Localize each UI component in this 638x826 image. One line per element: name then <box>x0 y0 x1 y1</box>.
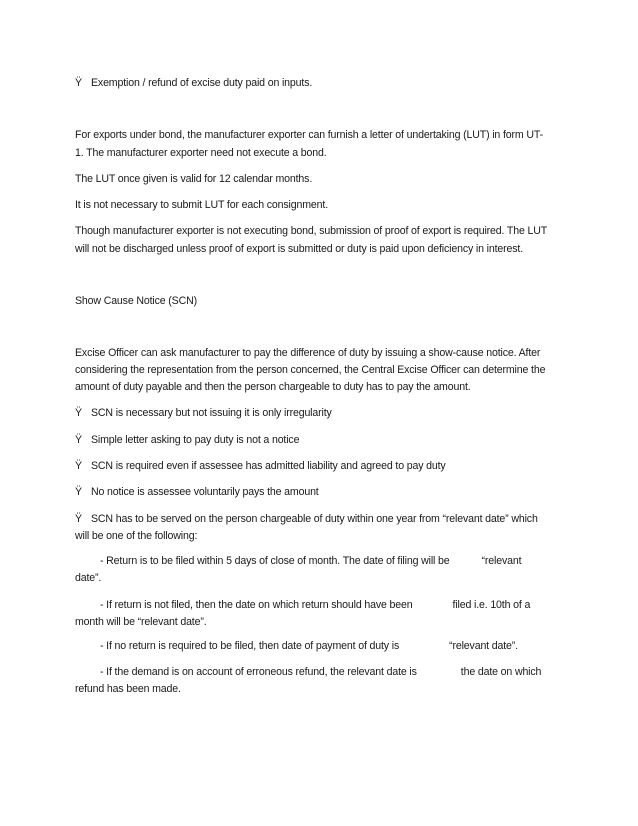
exemption-bullet-item <box>75 75 312 92</box>
scn-bullet-4 <box>75 484 319 501</box>
exemption-text: Exemption / refund of excise duty paid on inputs. <box>91 77 313 89</box>
sub-item-2-line-2: month will be “relevant date”. <box>75 616 207 628</box>
scn-bullet-3 <box>75 458 446 475</box>
scn-bullet-1 <box>75 405 332 422</box>
scn-heading: Show Cause Notice (SCN) <box>75 295 197 307</box>
bullet-text: No notice is assessee voluntarily pays the amount <box>91 486 319 498</box>
sub-item-4-line-2: refund has been made. <box>75 683 181 695</box>
bullet-text: Simple letter asking to pay duty is not a notice <box>91 434 300 446</box>
sub-item-3-line-1 <box>100 638 518 655</box>
scn-paragraph-line-1: Excise Officer can ask manufacturer to pay the difference of duty by issuing a show-cause notice. After <box>75 347 541 359</box>
sub-item-1-line-2: date”. <box>75 572 102 584</box>
proof-paragraph-line-2: will not be discharged unless proof of export is submitted or duty is paid upon deficiency in interest. <box>75 243 523 255</box>
lut-consignment-text: It is not necessary to submit LUT for each consignment. <box>75 199 328 211</box>
scn-bullet-2 <box>75 432 299 449</box>
scn-paragraph-line-3: amount of duty payable and then the person chargeable to duty has to pay the amount. <box>75 381 471 393</box>
sub-item-1-line-1 <box>100 553 521 570</box>
bullet-marker: Ÿ <box>75 513 82 525</box>
bullet-marker: Ÿ <box>75 77 82 89</box>
scn-paragraph-line-2: considering the representation from the person concerned, the Central Excise Officer can determine the <box>75 364 546 376</box>
scn-bullet-5-line-1 <box>75 511 538 528</box>
sub-item-text: - If no return is required to be filed, then date of payment of duty is <box>100 640 400 652</box>
proof-paragraph-line-1: Though manufacturer exporter is not executing bond, submission of proof of export is required. The LUT <box>75 225 548 237</box>
bullet-marker: Ÿ <box>75 460 82 472</box>
lut-validity-text: The LUT once given is valid for 12 calendar months. <box>75 173 313 185</box>
bullet-marker: Ÿ <box>75 486 82 498</box>
sub-item-text-tail: “relevant <box>481 555 522 567</box>
bullet-text: SCN is required even if assessee has admitted liability and agreed to pay duty <box>91 460 446 472</box>
bullet-marker: Ÿ <box>75 434 82 446</box>
sub-item-text-tail: the date on which <box>460 666 542 678</box>
bullet-marker: Ÿ <box>75 407 82 419</box>
lut-paragraph-line-1: For exports under bond, the manufacturer exporter can furnish a letter of undertaking (LUT) in form UT- <box>75 129 543 141</box>
lut-paragraph-line-2: 1. The manufacturer exporter need not execute a bond. <box>75 147 327 159</box>
scn-bullet-5-line-2: will be one of the following: <box>75 530 198 542</box>
bullet-text: SCN is necessary but not issuing it is only irregularity <box>91 407 332 419</box>
sub-item-2-line-1 <box>100 597 530 614</box>
sub-item-text-tail: “relevant date”. <box>449 640 518 652</box>
sub-item-text-tail: filed i.e. 10th of a <box>452 599 531 611</box>
sub-item-4-line-1 <box>100 664 541 681</box>
bullet-text: SCN has to be served on the person chargeable of duty within one year from “relevant date” which <box>91 513 538 525</box>
sub-item-text: - If return is not filed, then the date on which return should have been <box>100 599 413 611</box>
sub-item-text: - If the demand is on account of erroneous refund, the relevant date is <box>100 666 417 678</box>
sub-item-text: - Return is to be filed within 5 days of close of month. The date of filing will be <box>100 555 450 567</box>
